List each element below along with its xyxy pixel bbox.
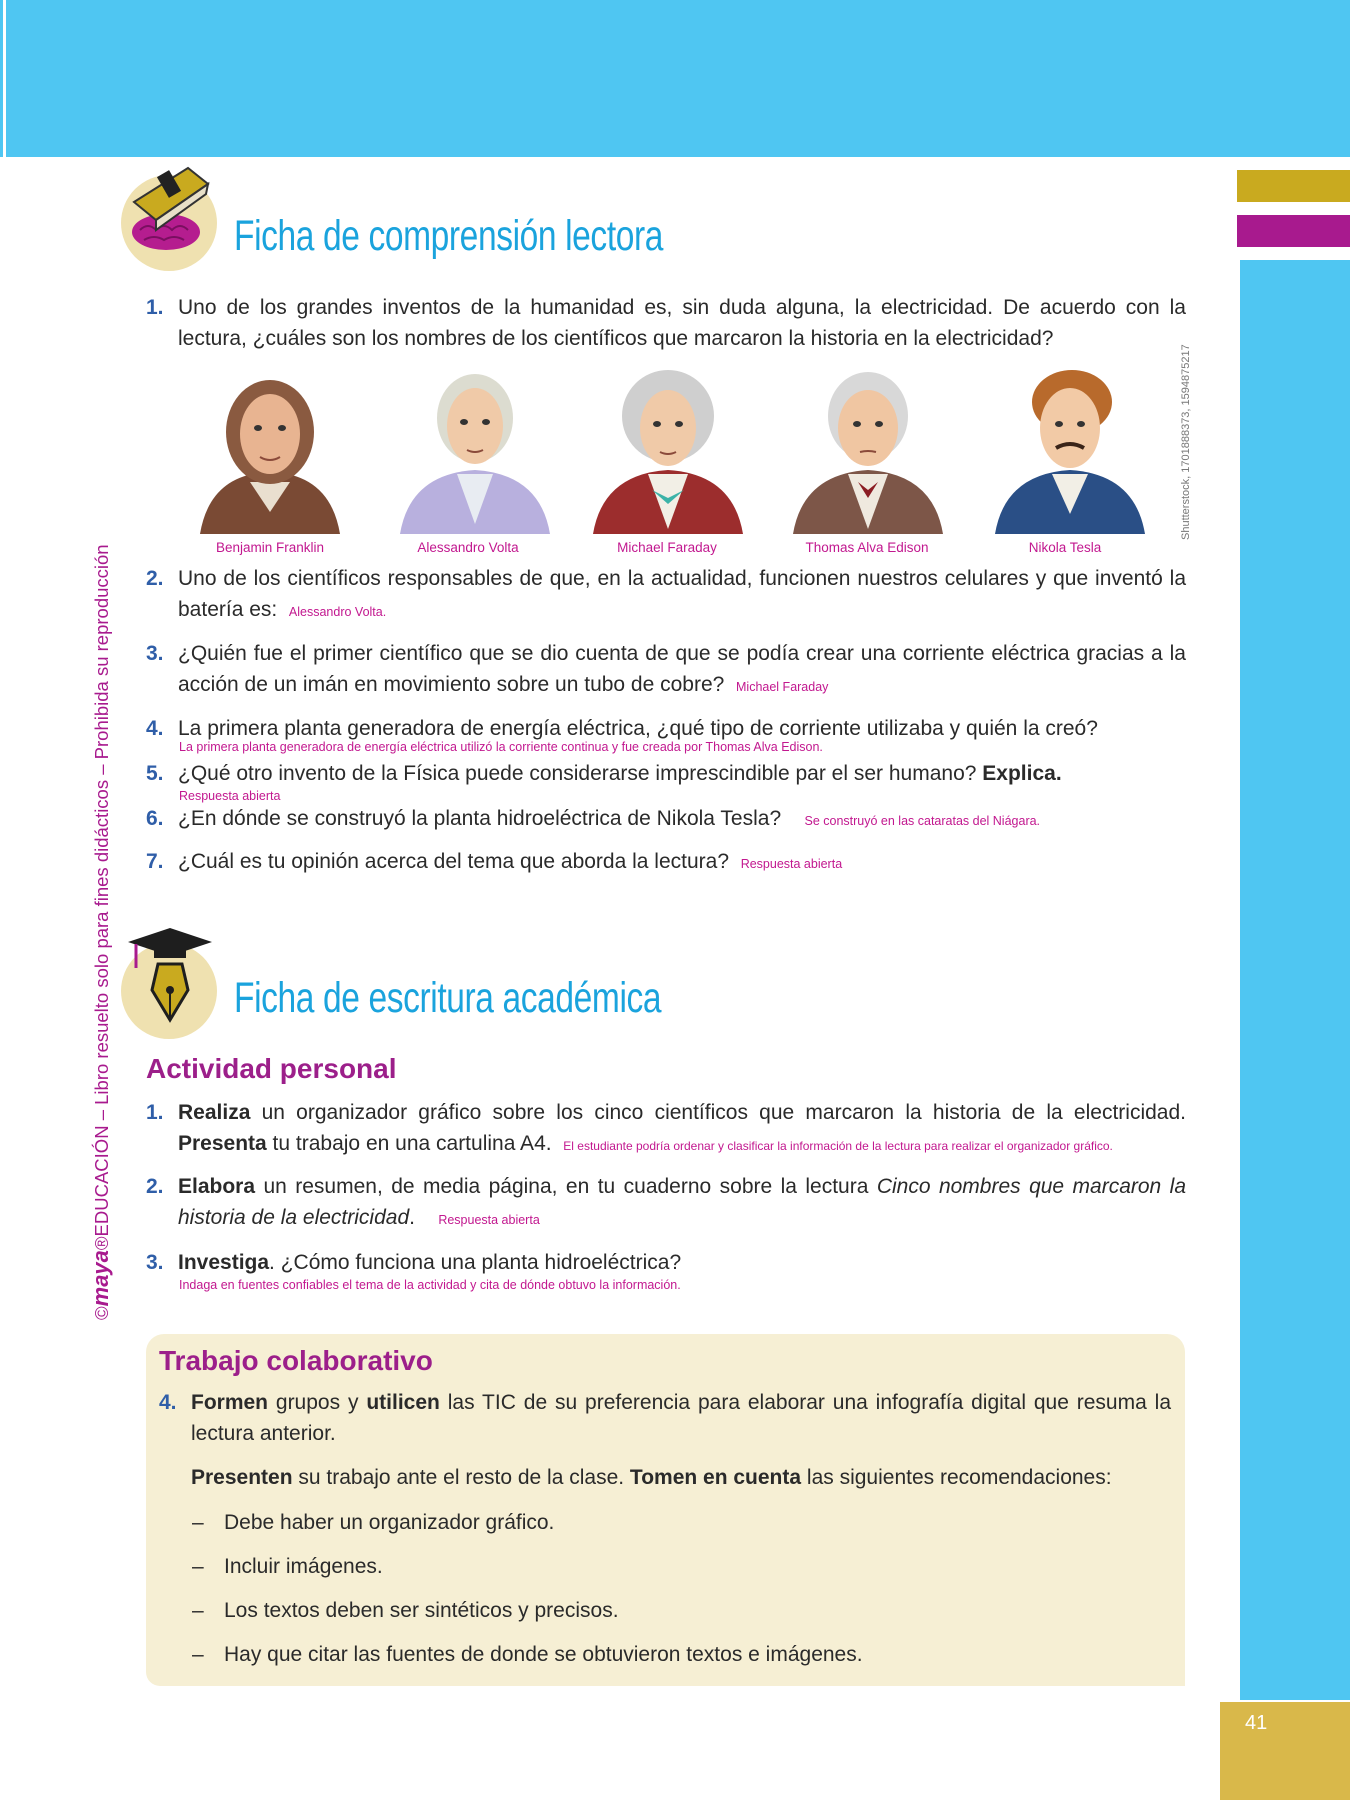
question-text: ¿Quién fue el primer científico que se dio cuenta de que se podía crear una corriente eléctrica gracias a la acción de un imán en movimiento sobre un tubo de cobre? bbox=[178, 642, 1186, 696]
question-number: 2. bbox=[146, 567, 164, 590]
answer-text-5: Respuesta abierta bbox=[179, 789, 281, 803]
copyright-prefix: © bbox=[91, 1306, 112, 1320]
top-band-edge bbox=[0, 0, 3, 157]
answer-text: Michael Faraday bbox=[736, 680, 829, 694]
copyright-suffix: ®EDUCACIÓN – Libro resuelto solo para fines didácticos – Prohibida su reproducción bbox=[91, 544, 112, 1251]
activity-4 bbox=[159, 1387, 1171, 1449]
activity-3 bbox=[146, 1247, 1186, 1278]
question-text: La primera planta generadora de energía eléctrica, ¿qué tipo de corriente utilizaba y quién la creó? bbox=[178, 717, 1098, 740]
answer-text-a3: Indaga en fuentes confiables el tema de la actividad y cita de dónde obtuvo la información. bbox=[179, 1278, 681, 1292]
answer-text: Respuesta abierta bbox=[438, 1213, 540, 1227]
activity-number: 2. bbox=[146, 1175, 164, 1198]
recommendation-text: Hay que citar las fuentes de donde se obtuvieron textos e imágenes. bbox=[224, 1643, 863, 1666]
question-number: 4. bbox=[146, 717, 164, 740]
portrait-tesla bbox=[990, 362, 1150, 534]
activity-text: su trabajo ante el resto de la clase. bbox=[292, 1466, 630, 1489]
question-3 bbox=[146, 638, 1186, 703]
section-title-writing: Ficha de escritura académica bbox=[234, 974, 662, 1022]
dash-bullet: – bbox=[192, 1555, 204, 1578]
portrait-edison bbox=[788, 362, 948, 534]
portrait-volta bbox=[395, 362, 555, 534]
heading-trabajo-colaborativo: Trabajo colaborativo bbox=[159, 1345, 433, 1376]
dash-bullet: – bbox=[192, 1599, 204, 1622]
recommendation-item bbox=[192, 1551, 383, 1582]
heading-actividad-personal: Actividad personal bbox=[146, 1053, 397, 1084]
activity-verb: Investiga bbox=[178, 1251, 270, 1274]
question-emphasis: Explica. bbox=[982, 762, 1062, 785]
activity-number: 4. bbox=[159, 1391, 177, 1414]
activity-text: un organizador gráfico sobre los cinco científicos que marcaron la historia de la electricidad. bbox=[250, 1101, 1186, 1124]
question-2 bbox=[146, 563, 1186, 628]
top-color-band bbox=[6, 0, 1350, 157]
question-text: ¿En dónde se construyó la planta hidroeléctrica de Nikola Tesla? bbox=[178, 807, 782, 830]
activity-number: 3. bbox=[146, 1251, 164, 1274]
photo-credit: Shutterstock, 1701888373, 1594875217 bbox=[1180, 344, 1192, 540]
question-number: 5. bbox=[146, 762, 164, 785]
scientist-name-faraday: Michael Faraday bbox=[617, 540, 717, 555]
answer-text-4: La primera planta generadora de energía eléctrica utilizó la corriente continua y fue creada por Thomas Alva Edison. bbox=[179, 740, 823, 754]
activity-number: 1. bbox=[146, 1101, 164, 1124]
question-text: Uno de los científicos responsables de que, en la actualidad, funcionen nuestros celulares y que inventó la batería es: bbox=[178, 567, 1186, 621]
scientist-name-franklin: Benjamin Franklin bbox=[215, 540, 325, 555]
question-number: 7. bbox=[146, 850, 164, 873]
activity-text: . bbox=[409, 1206, 415, 1229]
activity-1 bbox=[146, 1097, 1186, 1162]
graduation-pen-icon bbox=[124, 924, 216, 1024]
gold-side-stripe bbox=[1237, 170, 1350, 202]
activity-text: . ¿Cómo funciona una planta hidroeléctrica? bbox=[269, 1251, 682, 1274]
activity-verb: Realiza bbox=[178, 1101, 251, 1124]
scientist-name-volta: Alessandro Volta bbox=[417, 540, 519, 555]
answer-text: Respuesta abierta bbox=[740, 857, 843, 871]
dash-bullet: – bbox=[192, 1511, 204, 1534]
answer-text: Alessandro Volta. bbox=[288, 605, 387, 619]
magenta-side-stripe bbox=[1237, 215, 1350, 247]
blue-side-band bbox=[1240, 260, 1350, 1700]
recommendation-text: Debe haber un organizador gráfico. bbox=[224, 1511, 555, 1534]
activity-text: las siguientes recomendaciones: bbox=[801, 1466, 1112, 1489]
portrait-franklin bbox=[190, 362, 350, 534]
activity-verb: utilicen bbox=[366, 1391, 440, 1414]
answer-text: El estudiante podría ordenar y clasificar la información de la lectura para realizar el organizador gráfico. bbox=[563, 1139, 1113, 1153]
recommendation-item bbox=[192, 1507, 554, 1538]
portrait-faraday bbox=[588, 362, 748, 534]
recommendation-item bbox=[192, 1639, 863, 1670]
activity-verb: Presenten bbox=[191, 1466, 293, 1489]
page-number: 41 bbox=[1245, 1712, 1268, 1734]
scientist-name-tesla: Nikola Tesla bbox=[1028, 540, 1102, 555]
question-text: ¿Qué otro invento de la Física puede considerarse imprescindible par el ser humano? bbox=[178, 762, 977, 785]
question-1 bbox=[146, 292, 1186, 354]
activity-text: un resumen, de media página, en tu cuaderno sobre la lectura bbox=[255, 1175, 877, 1198]
section-title-reading: Ficha de comprensión lectora bbox=[234, 212, 664, 260]
question-7 bbox=[146, 846, 1186, 880]
activity-verb: Presenta bbox=[178, 1132, 267, 1155]
activity-text: las TIC de su preferencia para elaborar una infografía digital que resuma la lectura anterior. bbox=[191, 1391, 1171, 1445]
activity-text: grupos y bbox=[268, 1391, 367, 1414]
page-number-box bbox=[1220, 1702, 1350, 1800]
recommendation-text: Incluir imágenes. bbox=[224, 1555, 383, 1578]
reading-title: Cinco nombres que marcaron la historia de la electricidad bbox=[178, 1175, 1186, 1229]
activity-2 bbox=[146, 1171, 1186, 1236]
recommendation-item bbox=[192, 1595, 619, 1626]
question-5 bbox=[146, 758, 1186, 789]
question-6 bbox=[146, 803, 1186, 837]
question-number: 1. bbox=[146, 296, 164, 319]
activity-verb: Elabora bbox=[178, 1175, 256, 1198]
copyright-vertical-text bbox=[88, 544, 114, 1320]
presentation-instructions bbox=[159, 1462, 1171, 1493]
scientist-name-edison: Thomas Alva Edison bbox=[805, 540, 929, 555]
book-brain-icon bbox=[126, 160, 212, 256]
recommendation-text: Los textos deben ser sintéticos y precisos. bbox=[224, 1599, 619, 1622]
activity-verb: Formen bbox=[191, 1391, 269, 1414]
brand-logo: maya bbox=[88, 1250, 113, 1307]
question-number: 3. bbox=[146, 642, 164, 665]
question-number: 6. bbox=[146, 807, 164, 830]
dash-bullet: – bbox=[192, 1643, 204, 1666]
activity-text: tu trabajo en una cartulina A4. bbox=[266, 1132, 552, 1155]
answer-text: Se construyó en las cataratas del Niágara. bbox=[804, 814, 1041, 828]
activity-verb: Tomen en cuenta bbox=[629, 1466, 802, 1489]
question-text: ¿Cuál es tu opinión acerca del tema que aborda la lectura? bbox=[178, 850, 730, 873]
question-text: Uno de los grandes inventos de la humanidad es, sin duda alguna, la electricidad. De acuerdo con la lectura, ¿cuáles son los nombres de los científicos que marcaron la historia en la electricidad? bbox=[178, 296, 1186, 350]
